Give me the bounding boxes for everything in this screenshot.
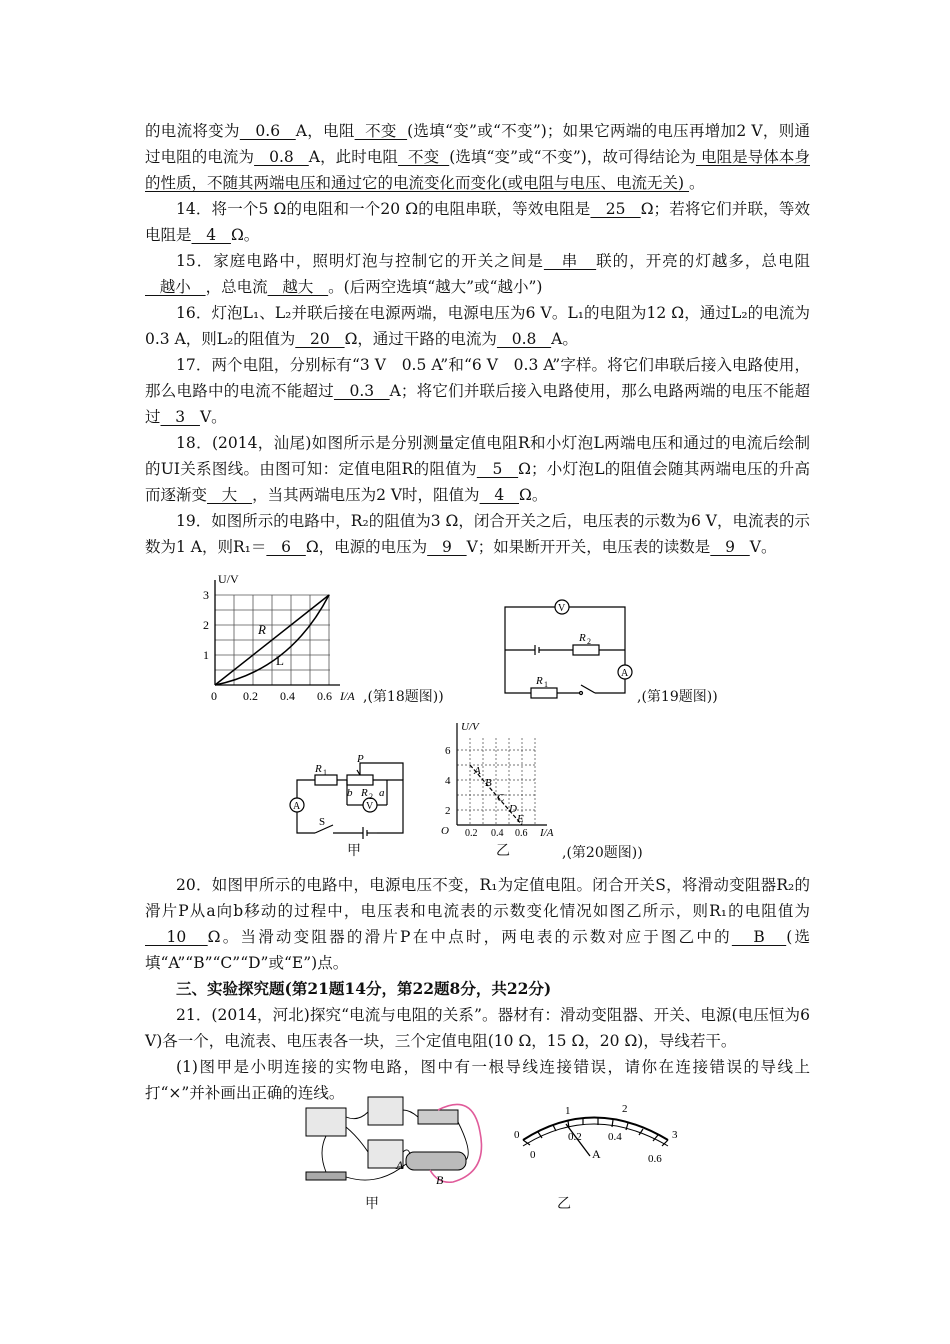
q19-text: V；如果断开开关，电压表的读数是 <box>466 538 711 556</box>
q17-text: 17．两个电阻，分别标有“3 V 0.5 A”和“6 V 0.3 A”字样。将它们串联后接入电路使用，那么电路中的电流不能超过 <box>145 356 810 400</box>
scale-bottom-0.4: 0.4 <box>608 1131 622 1143</box>
q18-text: ，当其两端电压为2 V时，阻值为 <box>252 486 480 504</box>
q19-text: V。 <box>749 538 777 556</box>
q14-text: Ω。 <box>230 226 260 244</box>
q13-answer-4: 不变 <box>397 148 450 166</box>
origin-label: O <box>441 825 449 837</box>
q20-answer-2: B <box>731 928 787 946</box>
scale-zero-top: 0 <box>514 1129 520 1141</box>
q13-text: 。 <box>689 174 705 192</box>
figure-20-caption: ,(第20题图)) <box>562 845 643 861</box>
point-E: E <box>517 813 524 825</box>
q14-text: 14．将一个5 Ω的电阻和一个20 Ω的电阻串联，等效电阻是 <box>176 200 591 218</box>
R1-label: R <box>315 763 322 775</box>
q14-text: Ω；若将它们并联，等效电阻是 <box>145 200 810 244</box>
q14-answer-2: 4 <box>191 226 231 244</box>
q18-answer-1: 5 <box>476 460 519 478</box>
question-16 <box>145 300 810 352</box>
figure-19-circuit <box>495 595 640 705</box>
y-tick: 2 <box>203 618 209 632</box>
R2-label: R <box>361 787 368 799</box>
q18-answer-2: 大 <box>207 486 253 504</box>
question-19 <box>145 508 810 560</box>
q15-text: 15．家庭电路中，照明灯泡与控制它的开关之间是 <box>176 252 544 270</box>
scale-bottom-0.2: 0.2 <box>568 1131 582 1143</box>
x-tick: 0.4 <box>280 689 295 703</box>
q17-text: V。 <box>199 408 227 426</box>
svg-text:2: 2 <box>369 792 373 801</box>
voltmeter-label: V <box>558 603 566 614</box>
q13-text: A，电阻 <box>295 122 355 140</box>
q13-text: 的电流将变为 <box>145 122 240 140</box>
figure-21-label-yi: 乙 <box>557 1196 571 1212</box>
q15-answer-2: 越小 <box>145 278 206 296</box>
figure-20-label-yi: 乙 <box>496 843 510 859</box>
q13-answer-5: 电阻是导体本身的性质，不随其两端电压和通过它的电流变化而变化(或电阻与电压、电流无关) <box>145 148 810 192</box>
question-15 <box>145 248 810 300</box>
point-A: A <box>474 765 481 777</box>
q16-answer-2: 0.8 <box>496 330 552 348</box>
question-20 <box>145 872 810 976</box>
y-tick: 3 <box>203 588 209 602</box>
b-label: b <box>347 787 353 799</box>
q13-text: (选填“变”或“不变”)；如果它两端的电压再增加2 V，则通过电阻的电流为 <box>145 122 810 166</box>
figure-20-circuit-jia <box>285 755 410 850</box>
q15-answer-3: 越大 <box>267 278 329 296</box>
figure-19-caption: ,(第19题图)) <box>637 689 718 705</box>
label-R: R <box>258 622 266 637</box>
y-tick: 1 <box>203 648 209 662</box>
x-tick: 0 <box>211 689 217 703</box>
question-21-part-1: (1)图甲是小明连接的实物电路，图中有一根导线连接错误，请你在连接错误的导线上打“×”并补画出正确的连线。 <box>145 1058 810 1102</box>
q15-text: 联的，开亮的灯越多，总电阻 <box>596 252 810 270</box>
q13-answer-3: 0.8 <box>254 148 309 166</box>
q16-answer-1: 20 <box>295 330 345 348</box>
q16-text: 16．灯泡L₁、L₂并联后接在电源两端，电源电压为6 V。L₁的电阻为12 Ω，通过L₂的电流为0.3 A，则L₂的阻值为 <box>145 304 810 348</box>
q20-answer-1: 10 <box>145 928 208 946</box>
figure-21-label-jia: 甲 <box>365 1196 379 1212</box>
q17-text: A；将它们并联后接入电路使用，那么电路两端的电压不能超过 <box>145 382 810 426</box>
figure-20-label-jia: 甲 <box>347 843 361 859</box>
q19-answer-2: 9 <box>427 538 467 556</box>
svg-text:1: 1 <box>544 680 548 689</box>
scale-top-1: 1 <box>565 1105 571 1117</box>
a-label: a <box>379 787 385 799</box>
question-13 <box>145 118 810 196</box>
q14-answer-1: 25 <box>590 200 641 218</box>
figure-18-ui-graph <box>200 570 360 705</box>
question-14 <box>145 196 810 248</box>
x-axis-label: I/A <box>540 827 554 839</box>
page-content <box>145 118 810 560</box>
page-content-lower <box>145 872 810 1106</box>
y-axis-label: U/V <box>218 572 239 586</box>
q19-answer-3: 9 <box>710 538 750 556</box>
q20-text: 20．如图甲所示的电路中，电源电压不变，R₁为定值电阻。闭合开关S，将滑动变阻器R₂的滑片P从a向b移动的过程中，电压表和电流表的示数变化情况如图乙所示，则R₁的电阻值为 <box>145 876 810 920</box>
q20-text: (选填“A”“B”“C”“D”或“E”)点。 <box>145 928 810 972</box>
q18-answer-3: 4 <box>479 486 519 504</box>
x-tick: 0.2 <box>465 828 478 839</box>
P-label: P <box>357 755 364 765</box>
q19-answer-1: 6 <box>266 538 306 556</box>
point-C: C <box>497 792 505 804</box>
figure-20-graph-yi <box>437 718 567 840</box>
question-17 <box>145 352 810 430</box>
label-L: L <box>276 653 284 668</box>
q17-answer-2: 3 <box>160 408 200 426</box>
q15-text: 。(后两空选填“越大”或“越小”) <box>328 278 543 296</box>
q13-text: (选填“变”或“不变”)，故可得结论为 <box>449 148 696 166</box>
q13-text: A，此时电阻 <box>308 148 398 166</box>
point-B: B <box>485 777 492 789</box>
y-tick: 6 <box>445 745 451 757</box>
y-tick: 4 <box>445 775 451 787</box>
q20-text: Ω。当滑动变阻器的滑片P在中点时，两电表的示数对应于图乙中的 <box>207 928 732 946</box>
R1-label: R <box>536 675 543 687</box>
scale-top-2: 2 <box>622 1103 628 1115</box>
y-axis-label: U/V <box>461 721 479 733</box>
question-21: 21．(2014，河北)探究“电流与电阻的关系”。器材有：滑动变阻器、开关、电源(电压恒为6 V)各一个，电流表、电压表各一块，三个定值电阻(10 Ω，15 Ω，20 Ω)，导线若干。 <box>145 1006 810 1050</box>
voltmeter-label: V <box>366 801 374 812</box>
scale-ticks <box>523 1118 668 1146</box>
question-18 <box>145 430 810 508</box>
switch-label: S <box>319 816 326 828</box>
x-tick: 0.6 <box>515 828 528 839</box>
q13-answer-1: 0.6 <box>239 122 296 140</box>
q15-text: ，总电流 <box>205 278 268 296</box>
q18-text: 18．(2014，汕尾)如图所示是分别测量定值电阻R和小灯泡L两端电压和通过的电流后绘制的UI关系图线。由图可知：定值电阻R的阻值为 <box>145 434 810 478</box>
x-tick: 0.6 <box>317 689 332 703</box>
scale-bottom-0: 0 <box>530 1149 536 1161</box>
terminal-B-label: B <box>436 1173 444 1187</box>
scale-top-3: 3 <box>672 1129 678 1141</box>
ammeter-label: A <box>293 801 301 812</box>
unit-label: A <box>592 1147 601 1161</box>
R2-label: R <box>579 632 586 644</box>
x-axis-label: I/A <box>340 689 355 703</box>
ammeter-label: A <box>621 668 629 679</box>
point-D: D <box>509 803 517 815</box>
scale-bottom-0.6: 0.6 <box>648 1153 662 1165</box>
figure-18-caption: ,(第18题图)) <box>363 689 444 705</box>
svg-text:2: 2 <box>587 637 591 646</box>
x-tick: 0.4 <box>491 828 504 839</box>
section-heading-3: 三、实验探究题(第21题14分，第22题8分，共22分) <box>176 979 552 998</box>
figure-21-physical-circuit <box>298 1092 493 1192</box>
q17-answer-1: 0.3 <box>333 382 390 400</box>
q18-text: Ω；小灯泡L的阻值会随其两端电压的升高而逐渐变 <box>145 460 810 504</box>
q19-text: 19．如图所示的电路中，R₂的阻值为3 Ω，闭合开关之后，电压表的示数为6 V，电流表的示数为1 A，则R₁＝ <box>145 512 810 556</box>
q19-text: Ω，电源的电压为 <box>305 538 428 556</box>
svg-text:1: 1 <box>323 768 327 777</box>
y-tick: 2 <box>445 805 451 817</box>
q16-text: A。 <box>551 330 578 348</box>
q15-answer-1: 串 <box>543 252 597 270</box>
q16-text: Ω，通过干路的电流为 <box>344 330 497 348</box>
q18-text: Ω。 <box>519 486 548 504</box>
figure-21-ammeter-scale <box>508 1100 683 1170</box>
terminal-A-label: A <box>396 1158 404 1172</box>
q13-answer-2: 不变 <box>354 122 408 140</box>
x-tick: 0.2 <box>243 689 258 703</box>
